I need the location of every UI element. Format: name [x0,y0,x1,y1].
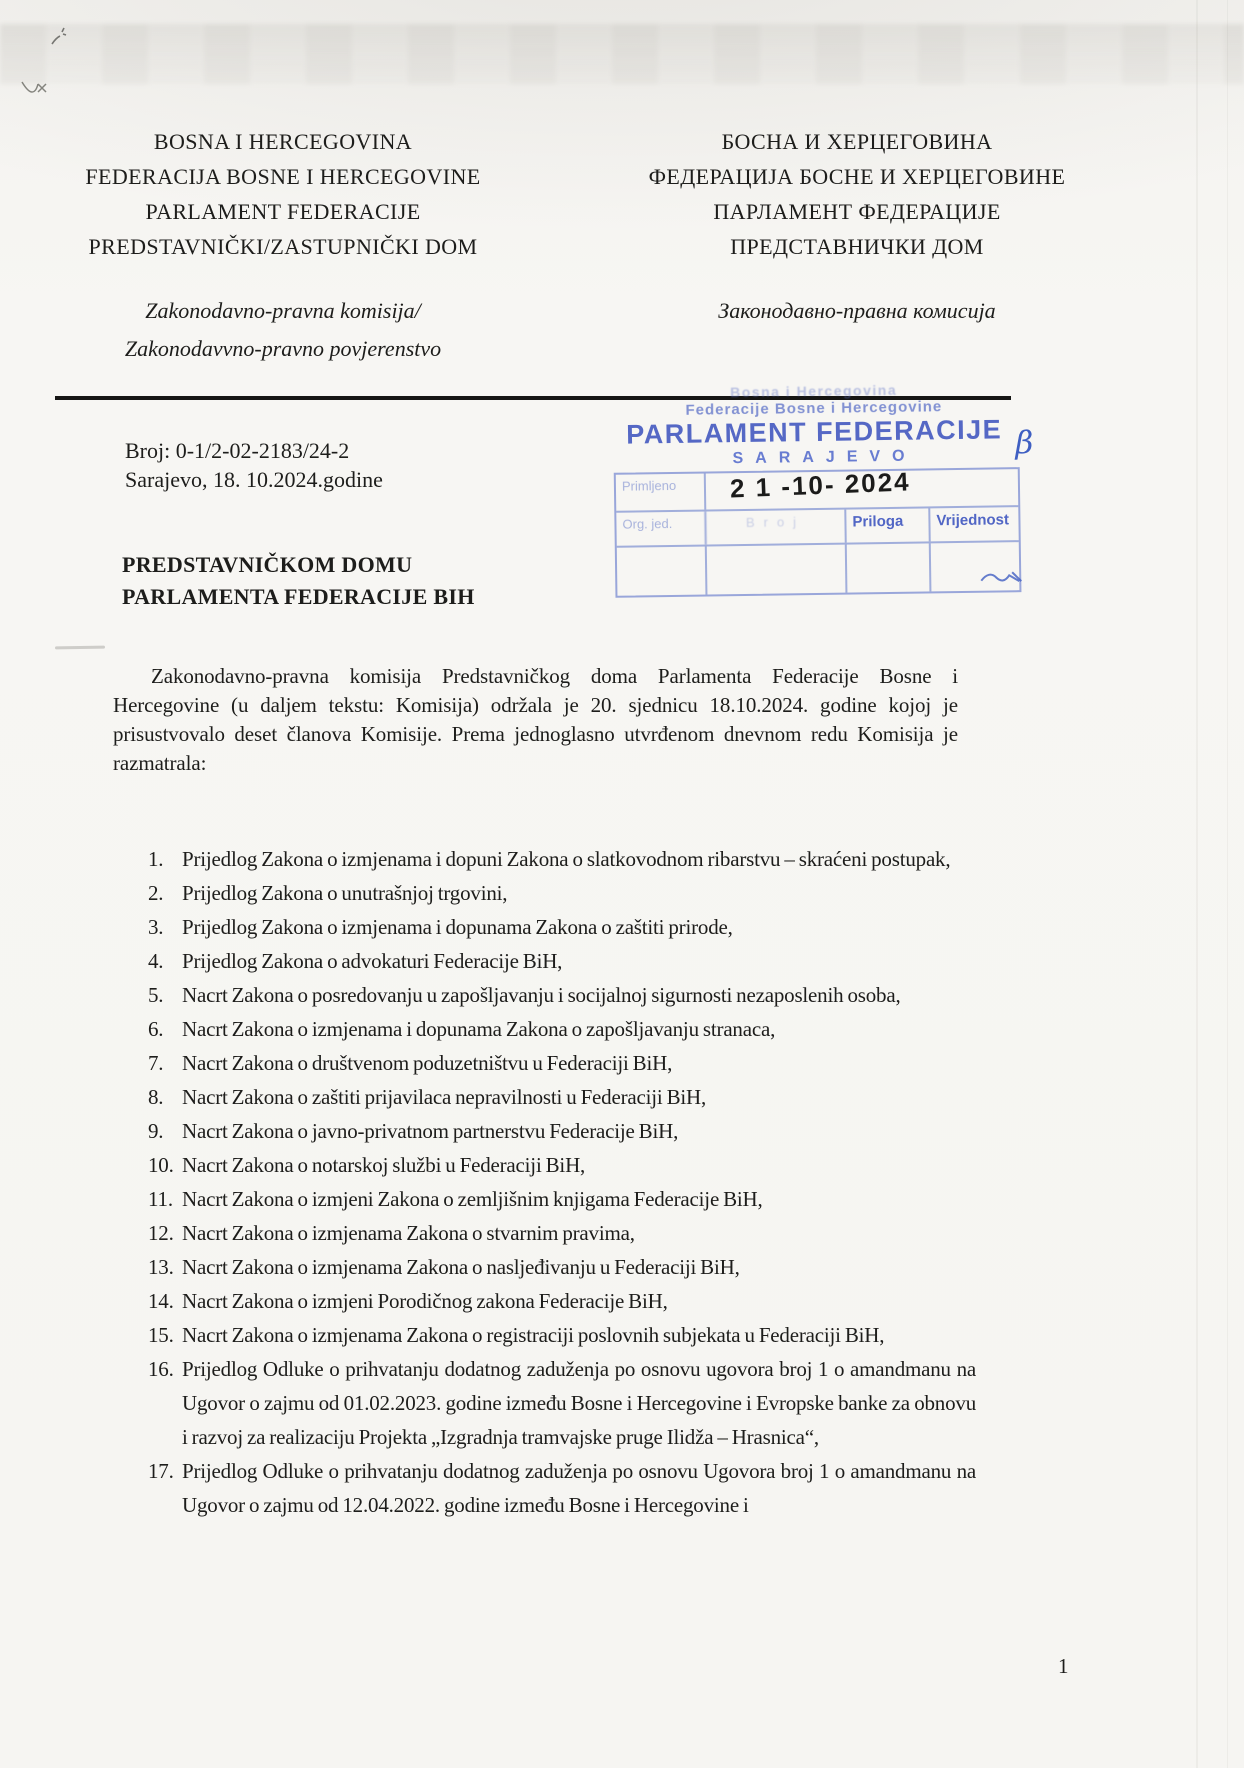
agenda-item [148,1454,976,1522]
agenda-item-text: Nacrt Zakona o zaštiti prijavilaca nepravilnosti u Federaciji BiH, [182,1085,707,1109]
pencil-margin-mark [55,646,105,650]
agenda-item-text: Nacrt Zakona o izmjenama i dopunama Zakona o zapošljavanju stranaca, [182,1017,776,1041]
agenda-item-text: Nacrt Zakona o posredovanju u zapošljavanju i socijalnoj sigurnosti nezaposlenih osoba, [182,983,901,1007]
agenda-item-text: Prijedlog Odluke o prihvatanju dodatnog zaduženja po osnovu Ugovora broj 1 o amandmanu na Ugovor o zajmu od 12.04.2022. godine između Bosne i Hercegovine i [182,1459,976,1517]
agenda-item-number: 11. [148,1187,173,1211]
agenda-item [148,978,976,1012]
stamp-org-line: PARLAMENT FEDERACIJE [625,414,1003,450]
reference-block [125,436,383,494]
agenda-item-number: 5. [148,983,164,1007]
agenda-item [148,1352,976,1454]
stamp-empty-cell [617,547,706,596]
agenda-list [148,842,976,1522]
agenda-item [148,842,976,876]
agenda-item [148,1182,976,1216]
reference-place-date: Sarajevo, 18. 10.2024.godine [125,467,383,492]
agenda-item-text: Prijedlog Zakona o izmjenama i dopuni Zakona o slatkovodnom ribarstvu – skraćeni postupak, [182,847,951,871]
agenda-item [148,910,976,944]
header-line: БОСНА И ХЕРЦЕГОВИНА [721,129,993,154]
agenda-item [148,1080,976,1114]
agenda-item-number: 6. [148,1017,164,1041]
agenda-item-number: 1. [148,847,164,871]
agenda-item [148,1216,976,1250]
agenda-item-text: Nacrt Zakona o javno-privatnom partnerstvu Federacije BiH, [182,1119,679,1143]
scanner-artifact-band [0,24,1244,84]
agenda-item-text: Nacrt Zakona o izmjenama Zakona o nasljeđivanju u Federaciji BiH, [182,1255,740,1279]
agenda-item-number: 3. [148,915,164,939]
header-line: BOSNA I HERCEGOVINA [153,129,413,154]
agenda-item-number: 17. [148,1459,174,1483]
agenda-item-text: Nacrt Zakona o društvenom poduzetništvu u Federaciji BiH, [182,1051,673,1075]
agenda-item [148,1284,976,1318]
header-line: ПАРЛАМЕНТ ФЕДЕРАЦИЈЕ [713,199,1001,224]
agenda-item-text: Prijedlog Zakona o advokaturi Federacije BiH, [182,949,563,973]
scanner-streak [1227,0,1228,1768]
agenda-item-number: 9. [148,1119,164,1143]
committee-line: Zakonodavno-pravna komisija/ [145,298,421,323]
committee-line: Zakonodavvno-pravno povjerenstvo [124,336,442,361]
header-line: FEDERACIJA BOSNE I HERCEGOVINE [85,164,481,189]
stamp-org-line: Federacije Bosne i Hercegovine [685,398,943,419]
agenda-item [148,876,976,910]
agenda-item-number: 10. [148,1153,174,1177]
agenda-item-text: Prijedlog Zakona o unutrašnjoj trgovini, [182,881,508,905]
agenda-item [148,944,976,978]
stamp-value-label: Vrijednost [928,507,1018,541]
agenda-item-number: 14. [148,1289,174,1313]
header-line: PREDSTAVNIČKI/ZASTUPNIČKI DOM [88,234,478,259]
receipt-stamp [599,379,1032,600]
addressee-line: PARLAMENTA FEDERACIJE BIH [122,584,475,609]
stamp-received-label: Primljeno [621,477,677,494]
stamp-org-line: SARAJEVO [732,447,917,468]
agenda-item-number: 4. [148,949,164,973]
reference-number: Broj: 0-1/2-02-2183/24-2 [125,438,350,463]
page-number: 1 [1058,1654,1069,1678]
agenda-item [148,1250,976,1284]
agenda-item [148,1148,976,1182]
handwritten-squiggle [979,567,1027,588]
agenda-item-text: Nacrt Zakona o izmjenama Zakona o registraciji poslovnih subjekata u Federaciji BiH, [182,1323,885,1347]
agenda-item-text: Nacrt Zakona o izmjenama Zakona o stvarnim pravima, [182,1221,635,1245]
date-received-stamp: 2 1 -10- 2024 [729,466,912,504]
addressee-block [122,549,475,613]
header-line: ПРЕДСТАВНИЧКИ ДОМ [730,234,984,259]
agenda-item-text: Nacrt Zakona o izmjeni Zakona o zemljišnim knjigama Federacije BiH, [182,1187,763,1211]
handwritten-mark: β [1015,424,1034,462]
agenda-item-number: 2. [148,881,164,905]
committee-line: Законодавно-правна комисија [718,298,996,323]
stamp-org-unit-label: Org. jed. [622,515,673,532]
stamp-number-label: Broj [704,510,844,545]
agenda-item-number: 16. [148,1357,174,1381]
agenda-item [148,1114,976,1148]
stamp-org-line: Bosna i Hercegovina [730,381,898,401]
header-line: ФЕДЕРАЦИЈА БОСНЕ И ХЕРЦЕГОВИНЕ [648,164,1066,189]
stamp-empty-cell [705,545,846,595]
addressee-line: PREDSTAVNIČKOM DOMU [122,552,413,577]
pen-mark-icon [18,76,52,98]
committee-name-cyrillic [642,292,1072,330]
header-institution-latin [68,124,498,264]
agenda-item-text: Prijedlog Zakona o izmjenama i dopunama Zakona o zaštiti prirode, [182,915,733,939]
agenda-item-text: Prijedlog Odluke o prihvatanju dodatnog zaduženja po osnovu ugovora broj 1 o amandmanu na Ugovor o zajmu od 01.02.2023. godine između Bosne i Hercegovine i Evropske banke za obnovu i razvoj za realizaciju Projekta „Izgradnja tramvajske pruge Ilidža – Hrasnica“, [182,1357,976,1449]
agenda-item-text: Nacrt Zakona o notarskoj službi u Federaciji BiH, [182,1153,586,1177]
agenda-item-number: 12. [148,1221,174,1245]
scanner-streak [1196,0,1198,1768]
agenda-item-number: 15. [148,1323,174,1347]
stamp-attachments-label: Priloga [844,508,928,542]
agenda-item [148,1046,976,1080]
agenda-item [148,1318,976,1352]
committee-name-latin [68,292,498,368]
agenda-item-number: 8. [148,1085,164,1109]
header-institution-cyrillic [642,124,1072,264]
agenda-item-number: 7. [148,1051,164,1075]
agenda-item-text: Nacrt Zakona o izmjeni Porodičnog zakona Federacije BiH, [182,1289,668,1313]
stamp-empty-cell [845,543,930,592]
agenda-item [148,1012,976,1046]
pen-mark-icon [46,26,76,52]
intro-paragraph: Zakonodavno-pravna komisija Predstavničkog doma Parlamenta Federacije Bosne i Hercegovine (u daljem tekstu: Komisija) održala je 20. sjednicu 18.10.2024. godine kojoj je prisustvovalo deset članova Komisije. Prema jednoglasno utvrđenom dnevnom redu Komisija je razmatrala: [113,664,958,775]
agenda-item-number: 13. [148,1255,174,1279]
header-line: PARLAMENT FEDERACIJE [145,199,421,224]
